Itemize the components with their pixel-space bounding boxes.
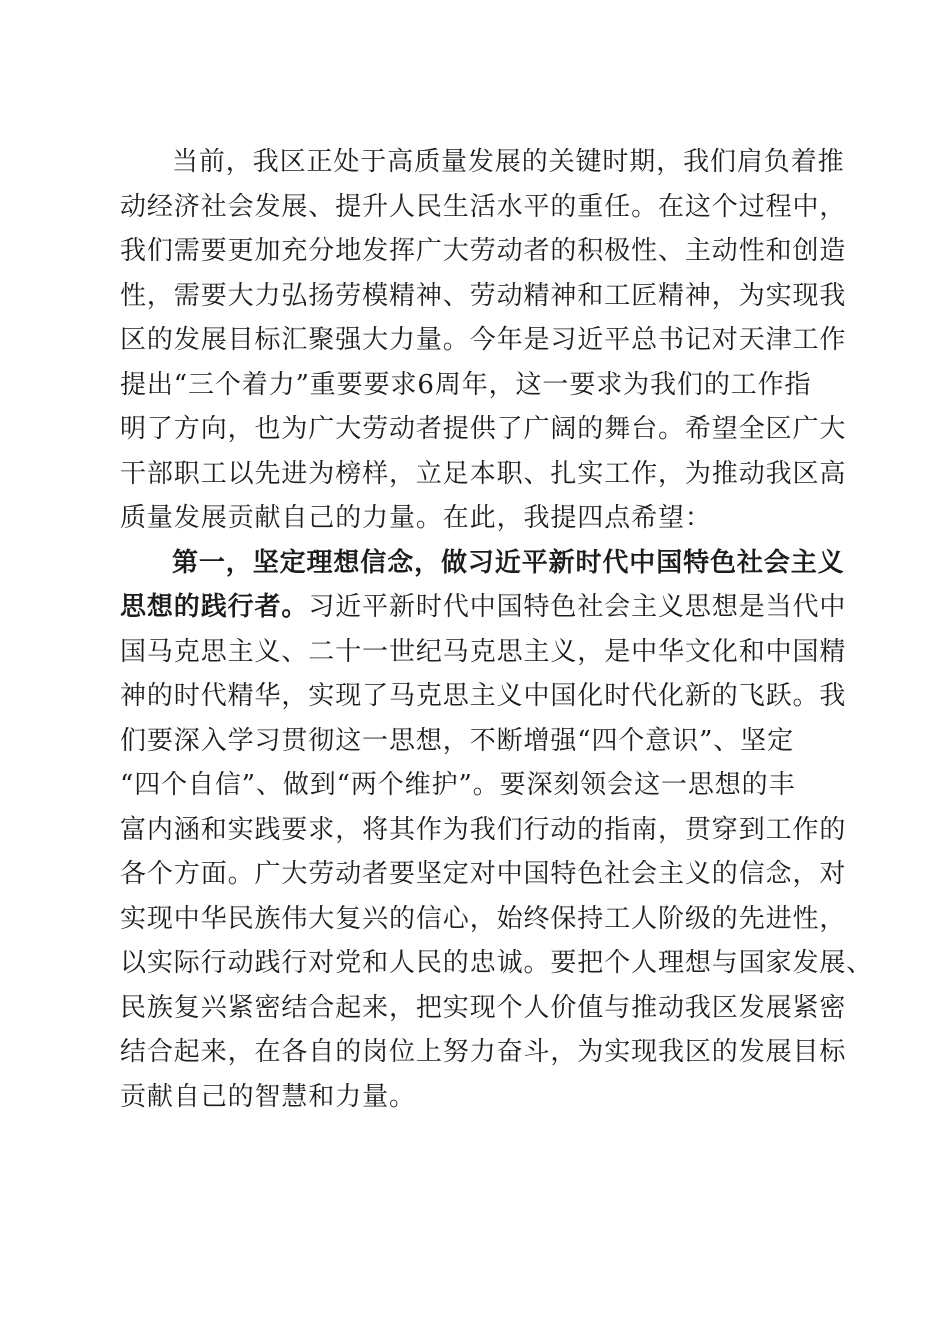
text-line: “四个自信”、做到“两个维护”。要深刻领会这一思想的丰 <box>120 770 796 800</box>
point-heading: 第一，坚定理想信念，做习近平新时代中国特色社会主义 <box>172 547 845 578</box>
text-line: 提出“三个着力”重要要求6周年，这一要求为我们的工作指 <box>120 369 812 400</box>
text-line: 区的发展目标汇聚强大力量。今年是习近平总书记对天津工作 <box>120 325 847 355</box>
document-body <box>120 140 874 1119</box>
text-line: 贡献自己的智慧和力量。 <box>120 1081 416 1112</box>
paragraph-first-point <box>120 541 874 1120</box>
text-line: 性，需要大力弘扬劳模精神、劳动精神和工匠精神，为实现我 <box>120 280 847 311</box>
text-line: 各个方面。广大劳动者要坚定对中国特色社会主义的信念，对 <box>120 859 847 889</box>
text-line: 干部职工以先进为榜样，立足本职、扎实工作，为推动我区高 <box>120 458 847 489</box>
text-line: 当前，我区正处于高质量发展的关键时期，我们肩负着推 <box>172 147 845 177</box>
text-line: 民族复兴紧密结合起来，把实现个人价值与推动我区发展紧密 <box>120 992 847 1023</box>
text-line: 明了方向，也为广大劳动者提供了广阔的舞台。希望全区广大 <box>120 414 847 444</box>
text-line: 神的时代精华，实现了马克思主义中国化时代化新的飞跃。我 <box>120 681 847 711</box>
text-line: 我们需要更加充分地发挥广大劳动者的积极性、主动性和创造 <box>120 236 847 266</box>
text-line: 们要深入学习贯彻这一思想，不断增强“四个意识”、坚定 <box>120 725 794 756</box>
text-line: 以实际行动践行对党和人民的忠诚。要把个人理想与国家发展、 <box>120 948 874 978</box>
point-heading-continued: 思想的践行者。 <box>120 592 309 622</box>
paragraph-intro <box>120 140 847 541</box>
text-line: 国马克思主义、二十一世纪马克思主义，是中华文化和中国精 <box>120 636 847 667</box>
text-line: 实现中华民族伟大复兴的信心，始终保持工人阶级的先进性， <box>120 903 847 934</box>
text-line <box>120 585 847 630</box>
text-line: 富内涵和实践要求，将其作为我们行动的指南，贯穿到工作的 <box>120 814 847 845</box>
text-line: 质量发展贡献自己的力量。在此，我提四点希望： <box>120 503 712 533</box>
text-line: 结合起来，在各自的岗位上努力奋斗，为实现我区的发展目标 <box>120 1037 847 1067</box>
text-line-rest: 习近平新时代中国特色社会主义思想是当代中 <box>308 592 847 622</box>
text-line: 动经济社会发展、提升人民生活水平的重任。在这个过程中， <box>120 191 847 222</box>
